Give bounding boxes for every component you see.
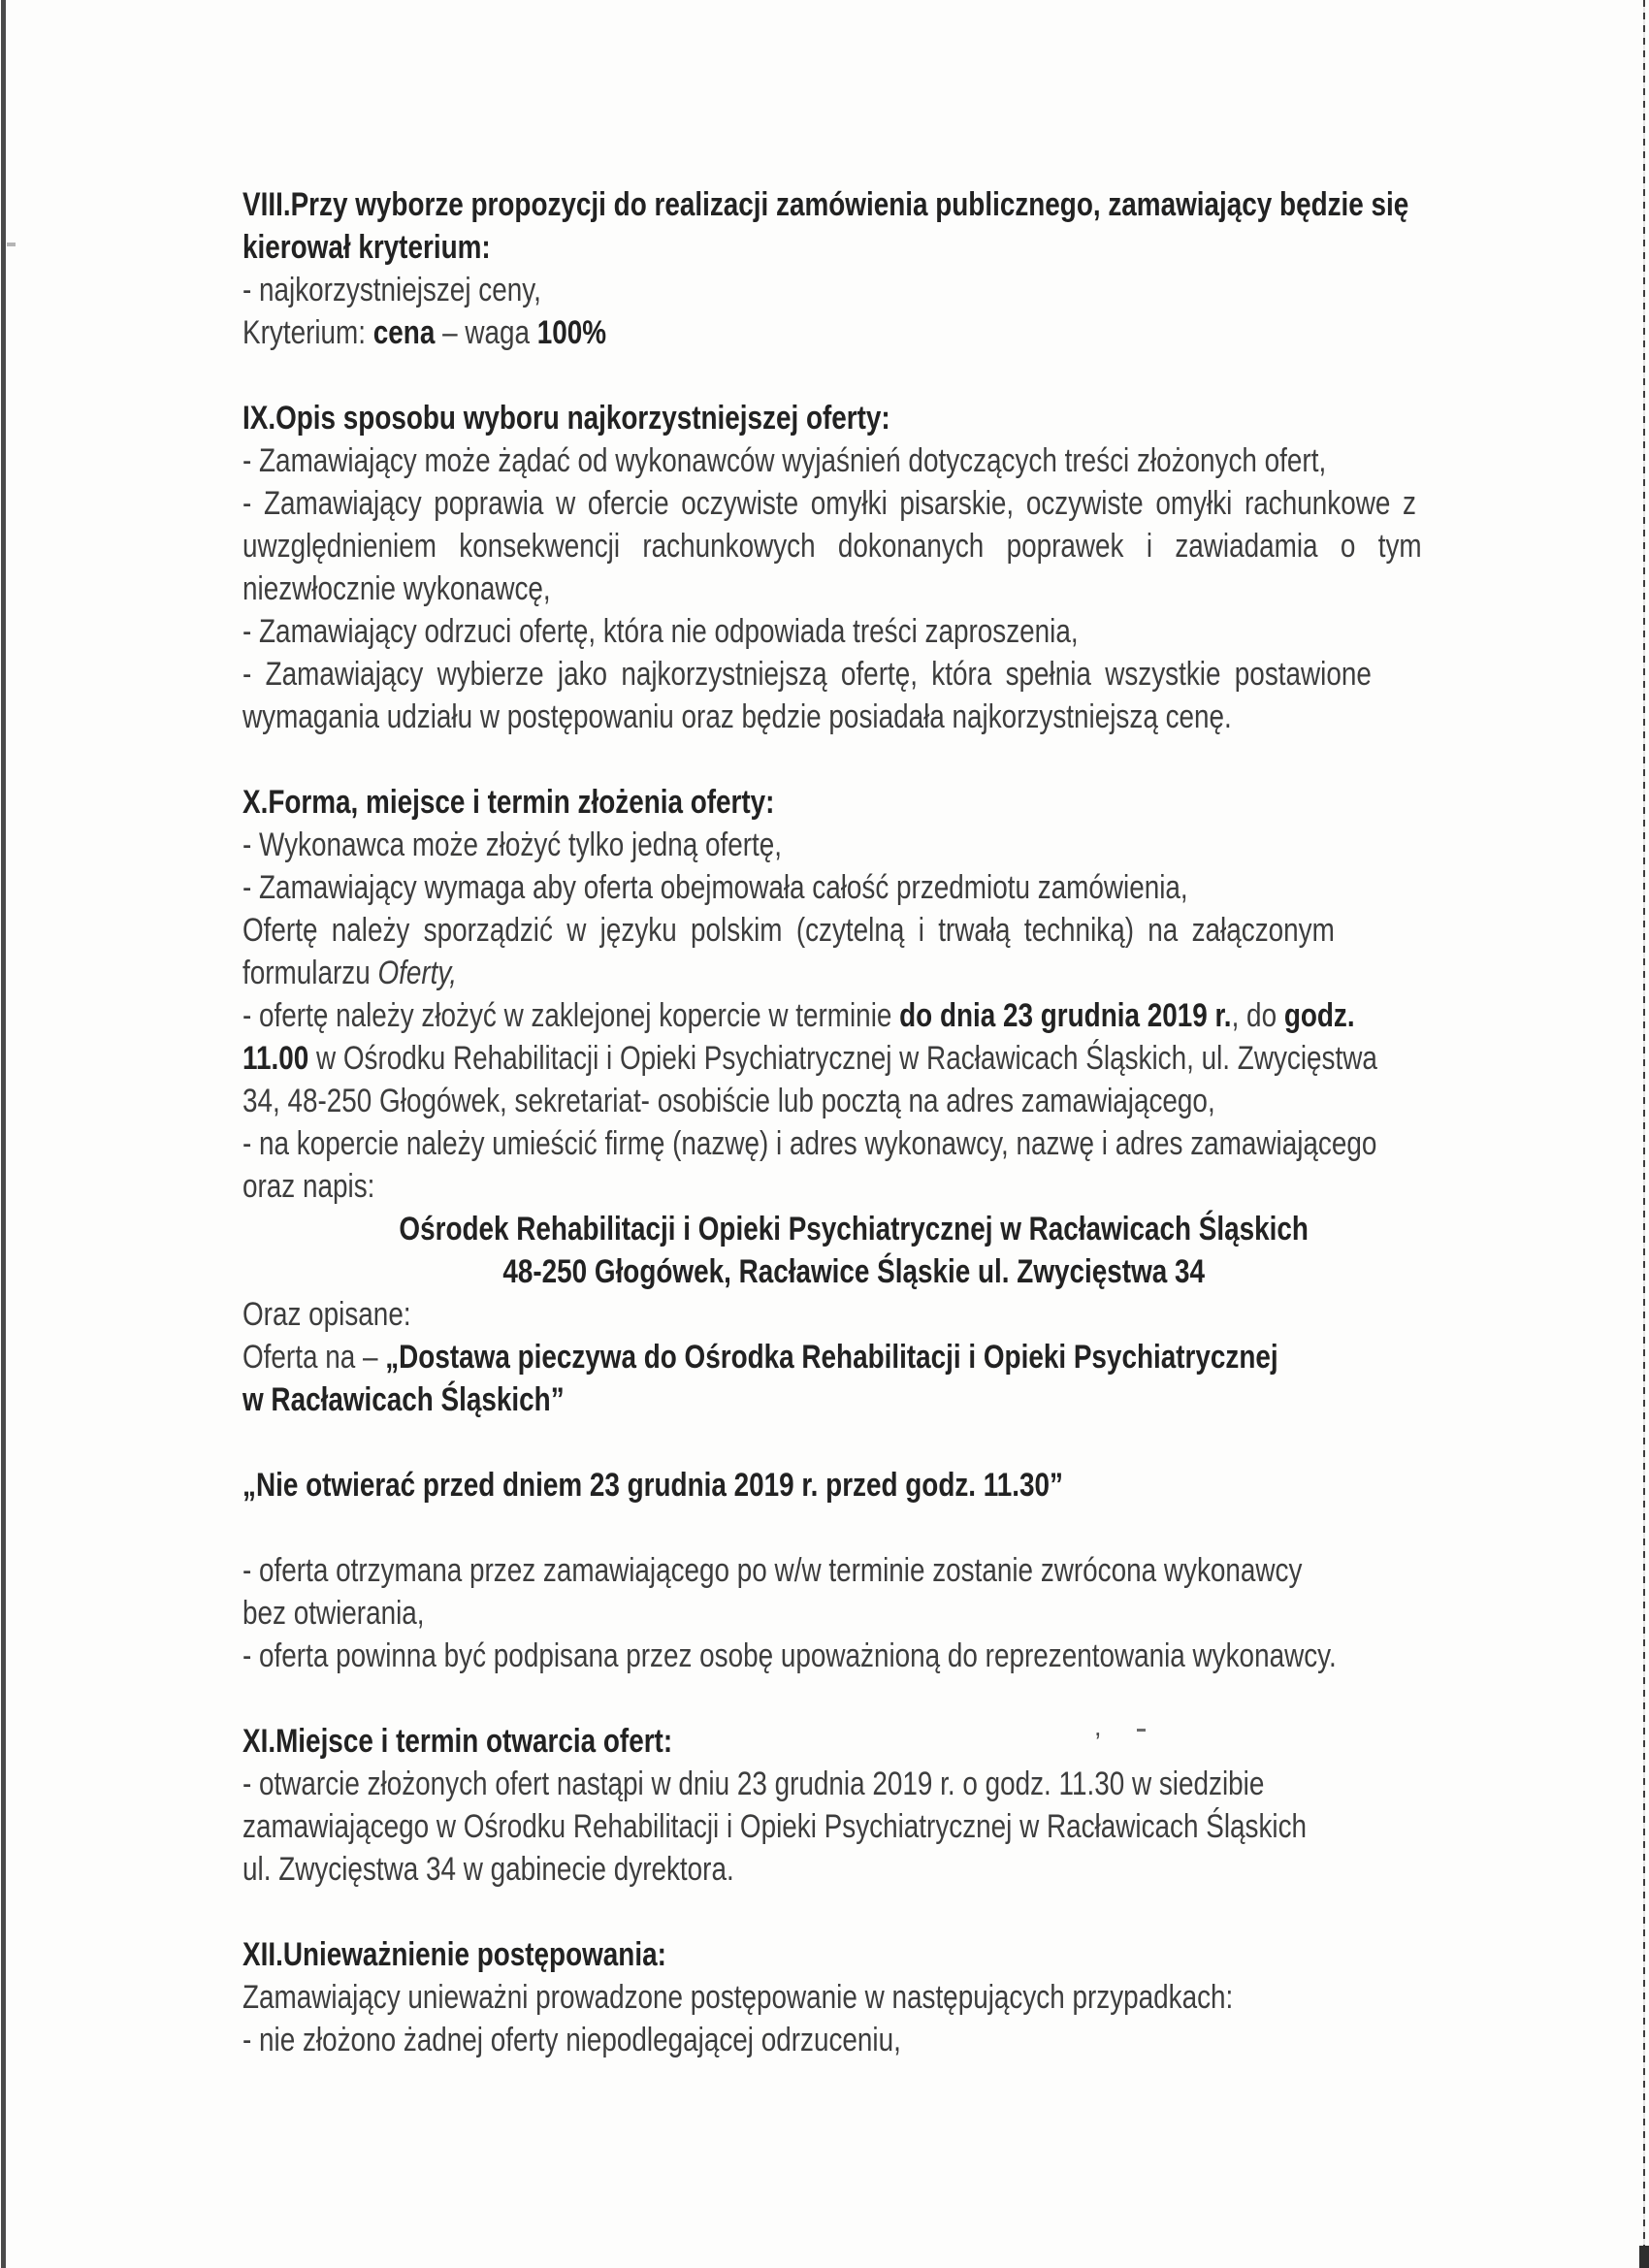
section-xi-heading: XI.Miejsce i termin otwarcia ofert: — [242, 1723, 673, 1760]
text-run: , do — [1231, 997, 1284, 1034]
section-x-line6 — [242, 1037, 1465, 1080]
section-ix-line1: - Zamawiający może żądać od wykonawców wyjaśnień dotyczących treści złożonych ofert, — [242, 442, 1327, 479]
blank-line — [242, 1891, 1465, 1933]
section-x-line2: - Zamawiający wymaga aby oferta obejmowała całość przedmiotu zamówienia, — [242, 869, 1188, 906]
section-x-line1: - Wykonawca może złożyć tylko jedną ofertę, — [242, 826, 783, 863]
text-run: – waga — [435, 314, 537, 351]
scan-ink-mark: , — [1094, 1712, 1102, 1741]
section-viii-heading-line2: kierował kryterium: — [242, 229, 491, 266]
blank-line — [242, 1507, 1465, 1549]
section-x-line4 — [242, 952, 1465, 994]
text-run-bold: 100% — [536, 314, 607, 351]
section-x-line8: - na kopercie należy umieścić firmę (nazwę) i adres wykonawcy, nazwę i adres zamawiającego — [242, 1125, 1377, 1162]
scan-edge-artifact-left — [1, 0, 6, 2268]
do-not-open-notice: „Nie otwierać przed dniem 23 grudnia 2019 r. przed godz. 11.30” — [242, 1467, 1063, 1504]
text-run-bold: „Dostawa pieczywa do Ośrodka Rehabilitacji i Opieki Psychiatrycznej — [385, 1339, 1278, 1376]
section-ix-line3: uwzględnieniem konsekwencji rachunkowych dokonanych poprawek i zawiadamia o tym — [242, 528, 1422, 565]
section-viii-heading-line1: VIII.Przy wyborze propozycji do realizacji zamówienia publicznego, zamawiający będzie się — [242, 186, 1409, 223]
section-xii-line2: - nie złożono żadnej oferty niepodlegającej odrzuceniu, — [242, 2022, 901, 2058]
section-xii-heading: XII.Unieważnienie postępowania: — [242, 1936, 666, 1973]
offer-title-line1 — [242, 1336, 1465, 1378]
section-viii-bullet-price: - najkorzystniejszej ceny, — [242, 272, 541, 308]
section-ix-line2: - Zamawiający poprawia w ofercie oczywiste omyłki pisarskie, oczywiste omyłki rachunkowe z — [242, 485, 1416, 522]
section-ix-line7: wymagania udziału w postępowaniu oraz będzie posiadała najkorzystniejszą cenę. — [242, 698, 1232, 735]
blank-line — [242, 354, 1465, 397]
envelope-address-line2: 48-250 Głogówek, Racławice Śląskie ul. Zwycięstwa 34 — [502, 1253, 1206, 1290]
section-x-line9: oraz napis: — [242, 1168, 375, 1205]
scan-edge-artifact-right — [1643, 0, 1645, 2268]
text-run: Oferta na – — [242, 1339, 386, 1376]
blank-line — [242, 738, 1465, 781]
section-x-line5 — [242, 994, 1465, 1037]
envelope-address-line1: Ośrodek Rehabilitacji i Opieki Psychiatrycznej w Racławicach Śląskich — [399, 1211, 1309, 1247]
text-run-bold: cena — [372, 314, 436, 351]
scan-speck-artifact — [7, 243, 16, 246]
section-x-heading: X.Forma, miejsce i termin złożenia oferty: — [242, 784, 775, 821]
section-ix-line6: - Zamawiający wybierze jako najkorzystniejszą ofertę, która spełnia wszystkie postawione — [242, 656, 1372, 693]
section-xi-line3: ul. Zwycięstwa 34 w gabinecie dyrektora. — [242, 1851, 734, 1888]
text-run-bold: do dnia 23 grudnia 2019 r. — [899, 997, 1232, 1034]
blank-line — [242, 1677, 1465, 1720]
text-run: - ofertę należy złożyć w zaklejonej kopercie w terminie — [242, 997, 900, 1034]
section-ix-line5: - Zamawiający odrzuci ofertę, która nie odpowiada treści zaproszenia, — [242, 613, 1079, 650]
offer-title-line2: w Racławicach Śląskich” — [242, 1381, 565, 1418]
text-run: w Ośrodku Rehabilitacji i Opieki Psychiatrycznej w Racławicach Śląskich, ul. Zwycięstwa — [308, 1040, 1377, 1077]
text-run-italic: Oferty, — [377, 955, 458, 991]
late-offer-line2: bez otwierania, — [242, 1595, 425, 1632]
late-offer-line1: - oferta otrzymana przez zamawiającego po w/w terminie zostanie zwrócona wykonawcy — [242, 1552, 1303, 1589]
section-ix-heading: IX.Opis sposobu wyboru najkorzystniejszej oferty: — [242, 400, 890, 437]
section-xi-line1: - otwarcie złożonych ofert nastąpi w dniu 23 grudnia 2019 r. o godz. 11.30 w siedzibie — [242, 1766, 1265, 1802]
blank-line — [242, 1421, 1465, 1464]
section-x-line10: Oraz opisane: — [242, 1296, 411, 1333]
text-run-bold: godz. — [1283, 997, 1355, 1034]
text-run-bold: 11.00 — [242, 1040, 309, 1077]
section-xii-line1: Zamawiający unieważni prowadzone postępowanie w następujących przypadkach: — [242, 1979, 1234, 2016]
scan-corner-artifact — [1639, 2246, 1649, 2268]
section-x-line3: Ofertę należy sporządzić w języku polskim (czytelną i trwałą techniką) na załączonym — [242, 912, 1335, 949]
text-run: Kryterium: — [242, 314, 373, 351]
document-body — [242, 183, 1465, 2061]
section-x-line7: 34, 48-250 Głogówek, sekretariat- osobiście lub pocztą na adres zamawiającego, — [242, 1083, 1215, 1119]
section-ix-line4: niezwłocznie wykonawcę, — [242, 570, 551, 607]
section-viii-criterion-line — [242, 311, 1465, 354]
section-xi-line2: zamawiającego w Ośrodku Rehabilitacji i Opieki Psychiatrycznej w Racławicach Śląskich — [242, 1808, 1308, 1845]
text-run: formularzu — [242, 955, 378, 991]
signature-requirement-line: - oferta powinna być podpisana przez osobę upoważnioną do reprezentowania wykonawcy. — [242, 1637, 1337, 1674]
